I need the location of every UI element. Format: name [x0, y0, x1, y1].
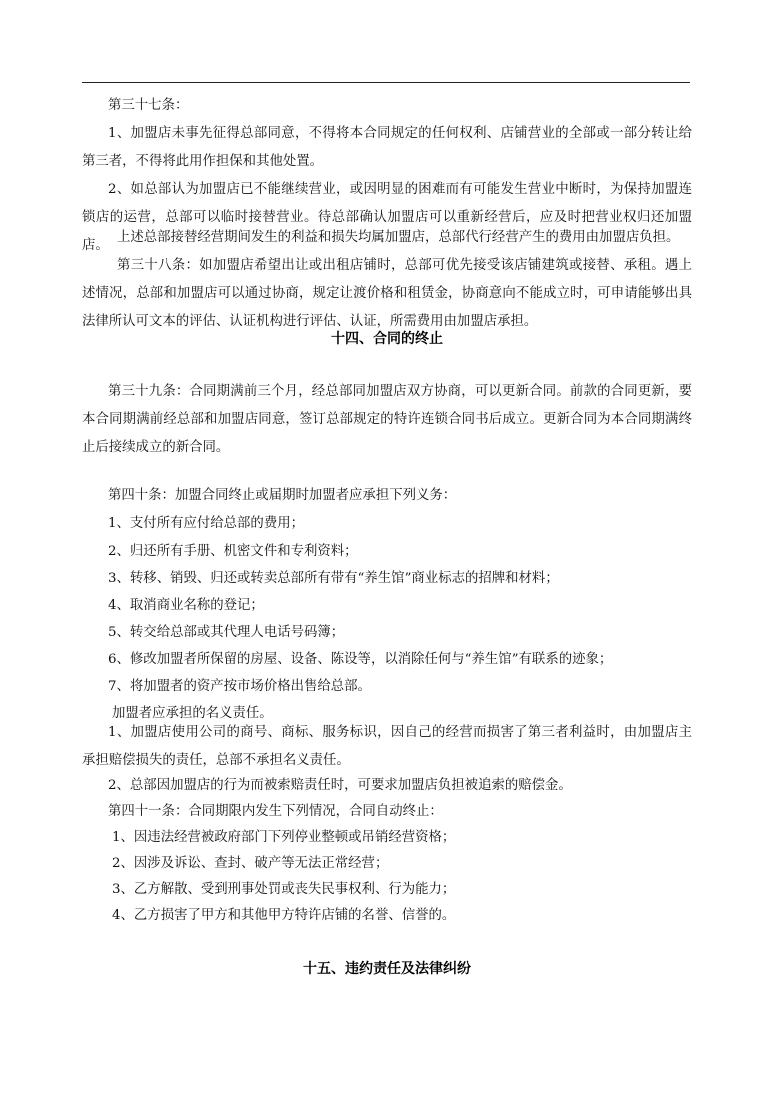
article-37-clause-2: 2、如总部认为加盟店已不能继续营业，或因明显的困难而有可能发生营业中断时，为保持加盟连锁店的运营，总部可以临时接替营业。待总部确认加盟店可以重新经营后，应及时把营业权归还加盟店。 [82, 182, 692, 253]
article-40-title: 第四十条：加盟合同终止或届期时加盟者应承担下列义务： [108, 488, 457, 503]
article-40-item: 3、转移、销毁、归还或转卖总部所有带有“养生馆”商业标志的招牌和材料； [108, 571, 559, 586]
liability-item: 2、总部因加盟店的行为而被索赔责任时，可要求加盟店负担被追索的赔偿金。 [108, 778, 572, 793]
article-37-note: 上述总部接替经营期间发生的利益和损失均属加盟店，总部代行经营产生的费用由加盟店负担。 [117, 230, 680, 245]
liability-item: 1、加盟店使用公司的商号、商标、服务标识，因自己的经营而损害了第三者利益时，由加盟店主承担赔偿损失的责任，总部不承担名义责任。 [82, 725, 692, 768]
article-41-title: 第四十一条：合同期限内发生下列情况，合同自动终止： [108, 804, 443, 819]
section-14-title: 十四、合同的终止 [331, 331, 443, 347]
article-40-item: 1、支付所有应付给总部的费用； [108, 516, 304, 531]
article-40-item: 2、归还所有手册、机密文件和专利资料； [108, 544, 358, 559]
liability-title: 加盟者应承担的名义责任。 [112, 706, 273, 721]
article-41-item: 4、乙方损害了甲方和其他甲方特许店铺的名誉、信誉的。 [112, 908, 456, 923]
article-40-item: 4、取消商业名称的登记； [108, 598, 264, 613]
article-40-item: 6、修改加盟者所保留的房屋、设备、陈设等，以消除任何与“养生馆”有联系的迹象； [108, 652, 613, 667]
article-40-item: 5、转交给总部或其代理人电话号码簿； [108, 625, 345, 640]
article-41-item: 2、因涉及诉讼、查封、破产等无法正常经营； [112, 856, 389, 871]
article-41-item: 1、因违法经营被政府部门下列停业整顿或吊销经营资格； [112, 830, 456, 845]
article-41-item: 3、乙方解散、受到刑事处罚或丧失民事权利、行为能力； [112, 882, 456, 897]
article-37-clause-1: 1、加盟店未事先征得总部同意，不得将本合同规定的任何权利、店铺营业的全部或一部分转让给第三者，不得将此用作担保和其他处置。 [82, 126, 692, 169]
article-40-item: 7、将加盟者的资产按市场价格出售给总部。 [108, 679, 371, 694]
article-37-title: 第三十七条： [108, 98, 189, 113]
header-rule [82, 82, 690, 83]
section-15-title: 十五、违约责任及法律纠纷 [303, 961, 471, 977]
article-39: 第三十九条：合同期满前三个月，经总部同加盟店双方协商，可以更新合同。前款的合同更新，要本合同期满前经总部和加盟店同意，签订总部规定的特许连锁合同书后成立。更新合同为本合同期满终止后接续成立的新合同。 [82, 384, 692, 455]
article-38: 第三十八条：如加盟店希望出让或出租店铺时，总部可优先接受该店铺建筑或接替、承租。遇上述情况，总部和加盟店可以通过协商，规定让渡价格和租赁金，协商意向不能成立时，可申请能够出具法律所认可文本的评估、认证机构进行评估、认证，所需费用由加盟店承担。 [82, 258, 692, 329]
